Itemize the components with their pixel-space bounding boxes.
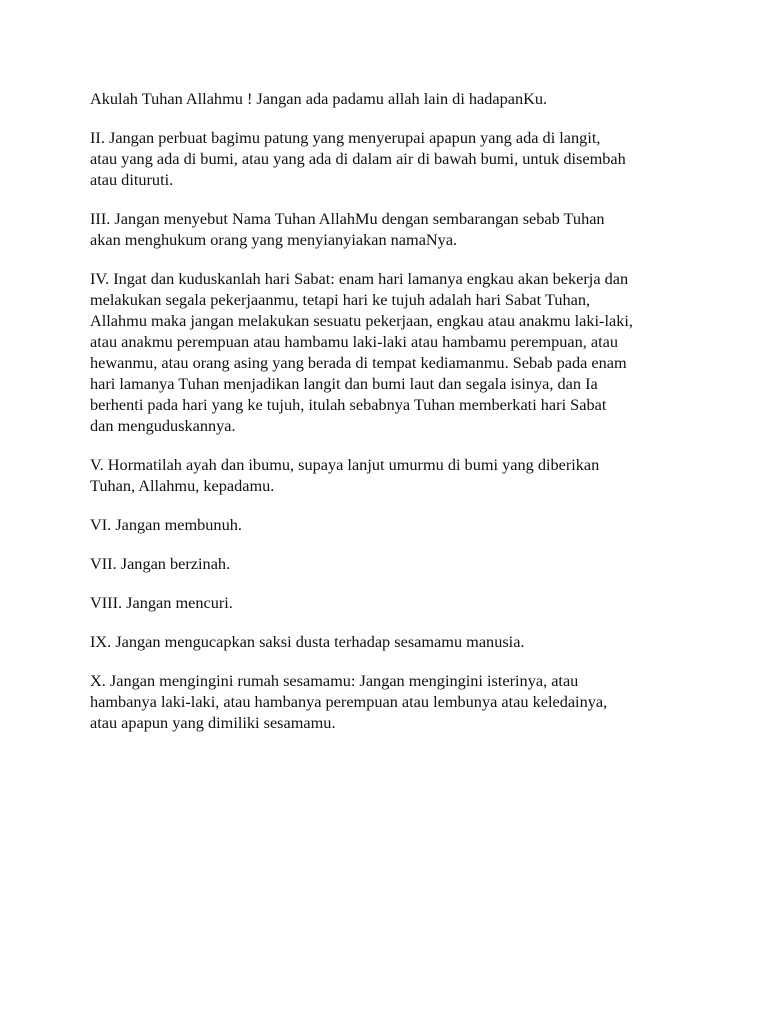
paragraph-8: VIII. Jangan mencuri.: [90, 593, 233, 612]
paragraph-6: VI. Jangan membunuh.: [90, 515, 242, 534]
paragraph-9: IX. Jangan mengucapkan saksi dusta terhadap sesamamu manusia.: [90, 632, 525, 651]
paragraph-3: III. Jangan menyebut Nama Tuhan AllahMu dengan sembarangan sebab Tuhan akan menghukum orang yang menyianyiakan namaNya.: [90, 209, 605, 249]
paragraph-2: II. Jangan perbuat bagimu patung yang menyerupai apapun yang ada di langit, atau yang ada di bumi, atau yang ada di dalam air di bawah bumi, untuk disembah atau dituruti.: [90, 128, 626, 189]
document-page: [90, 88, 690, 751]
paragraph-5: V. Hormatilah ayah dan ibumu, supaya lanjut umurmu di bumi yang diberikan Tuhan, Allahmu, kepadamu.: [90, 455, 600, 495]
paragraph-7: VII. Jangan berzinah.: [90, 554, 231, 573]
paragraph-10: X. Jangan mengingini rumah sesamamu: Jangan mengingini isterinya, atau hambanya laki-laki, atau hambanya perempuan atau lembunya atau keledainya, atau apapun yang dimiliki sesamamu.: [90, 671, 608, 732]
paragraph-1: Akulah Tuhan Allahmu ! Jangan ada padamu allah lain di hadapanKu.: [90, 89, 548, 108]
paragraph-4: IV. Ingat dan kuduskanlah hari Sabat: enam hari lamanya engkau akan bekerja dan melakukan segala pekerjaanmu, tetapi hari ke tujuh adalah hari Sabat Tuhan, Allahmu maka jangan melakukan sesuatu pekerjaan, engkau atau anakmu laki-laki, atau anakmu perempuan atau hambamu laki-laki atau hambamu perempuan, atau hewanmu, atau orang asing yang berada di tempat kediamanmu. Sebab pada enam hari lamanya Tuhan menjadikan langit dan bumi laut dan segala isinya, dan Ia berhenti pada hari yang ke tujuh, itulah sebabnya Tuhan memberkati hari Sabat dan menguduskannya.: [90, 269, 633, 435]
